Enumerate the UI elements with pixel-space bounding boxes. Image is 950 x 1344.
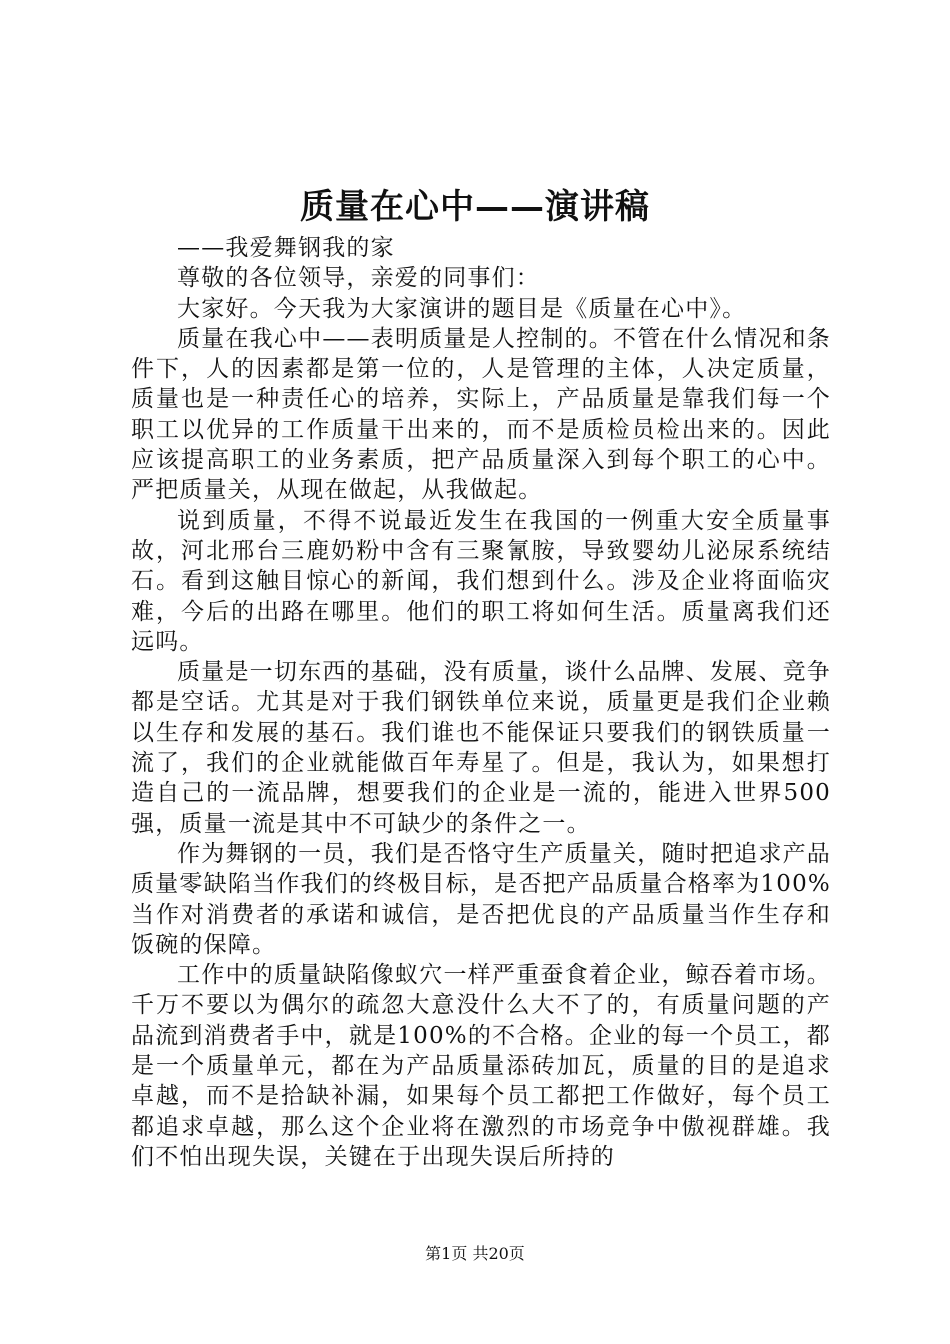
document-body [131,233,831,1172]
page-number-footer: 第1页 共20页 [425,1244,525,1263]
salutation-line: 尊敬的各位领导，亲爱的同事们： [177,265,540,292]
paragraph: 质量是一切东西的基础，没有质量，谈什么品牌、发展、竞争都是空话。尤其是对于我们钢铁单位来说，质量更是我们企业赖以生存和发展的基石。我们谁也不能保证只要我们的钢铁质量一流了，我们的企业就能做百年寿星了。但是，我认为，如果想打造自己的一流品牌，想要我们的企业是一流的，能进入世界500强，质量一流是其中不可缺少的条件之一。 [131,659,831,837]
paragraph: 工作中的质量缺陷像蚁穴一样严重蚕食着企业，鲸吞着市场。千万不要以为偶尔的疏忽大意没什么大不了的，有质量问题的产品流到消费者手中，就是100%的不合格。企业的每一个员工，都是一个质量单元，都在为产品质量添砖加瓦，质量的目的是追求卓越，而不是拾缺补漏，如果每个员工都把工作做好，每个员工都追求卓越，那么这个企业将在激烈的市场竞争中傲视群雄。我们不怕出现失误，关键在于出现失误后所持的 [131,962,831,1170]
subtitle-line: ——我爱舞钢我的家 [177,235,395,261]
greeting-line: 大家好。今天我为大家演讲的题目是《质量在心中》。 [177,295,747,322]
paragraph: 作为舞钢的一员，我们是否恪守生产质量关，随时把追求产品质量零缺陷当作我们的终极目标，是否把产品质量合格率为100%当作对消费者的承诺和诚信，是否把优良的产品质量当作生存和饭碗的保障。 [131,840,831,958]
paragraph: 质量在我心中——表明质量是人控制的。不管在什么情况和条件下，人的因素都是第一位的，人是管理的主体，人决定质量，质量也是一种责任心的培养，实际上，产品质量是靠我们每一个职工以优异的工作质量干出来的，而不是质检员检出来的。因此应该提高职工的业务素质，把产品质量深入到每个职工的心中。严把质量关，从现在做起，从我做起。 [131,325,831,504]
document-title: 质量在心中——演讲稿 [300,187,650,227]
paragraph: 说到质量，不得不说最近发生在我国的一例重大安全质量事故，河北邢台三鹿奶粉中含有三聚氰胺，导致婴幼儿泌尿系统结石。看到这触目惊心的新闻，我们想到什么。涉及企业将面临灾难，今后的出路在哪里。他们的职工将如何生活。质量离我们还远吗。 [131,507,831,655]
